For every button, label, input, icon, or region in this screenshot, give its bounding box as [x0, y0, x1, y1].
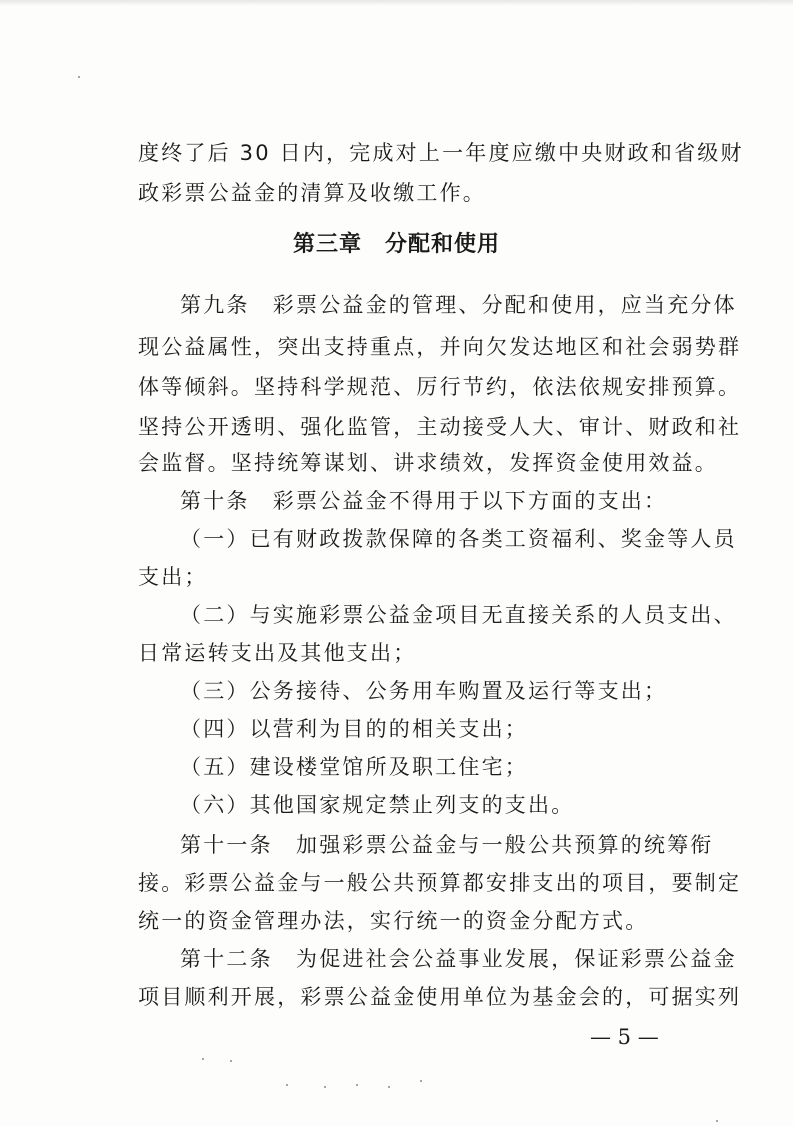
- article-10-item: （六）其他国家规定禁止列支的支出。: [180, 793, 575, 817]
- article-10-item: （四）以营利为目的的相关支出；: [180, 717, 528, 741]
- text-line: 政彩票公益金的清算及收缴工作。: [138, 181, 486, 205]
- article-11-line: 统一的资金管理办法，实行统一的资金分配方式。: [138, 909, 649, 933]
- article-12-line: 第十二条 为促进社会公益事业发展，保证彩票公益金: [180, 947, 737, 971]
- article-10-line: 第十条 彩票公益金不得用于以下方面的支出：: [180, 489, 668, 513]
- article-10-item-cont: 支出；: [138, 565, 208, 589]
- chapter-title: 第三章 分配和使用: [292, 232, 500, 257]
- article-10-item: （五）建设楼堂馆所及职工住宅；: [180, 755, 528, 779]
- article-10-item-cont: 日常运转支出及其他支出；: [138, 641, 417, 665]
- article-11-line: 接。彩票公益金与一般公共预算都安排支出的项目，要制定: [138, 871, 742, 895]
- page-number: — 5 —: [590, 1025, 659, 1049]
- article-10-item: （三）公务接待、公务用车购置及运行等支出；: [180, 679, 668, 703]
- scan-edge-strip: [0, 0, 793, 6]
- article-9-line: 第九条 彩票公益金的管理、分配和使用，应当充分体: [180, 293, 737, 317]
- scan-speck: [78, 76, 80, 78]
- scan-speck: [420, 1080, 422, 1082]
- scan-speck: [286, 1084, 288, 1086]
- scan-speck: [202, 1058, 204, 1060]
- scan-speck: [230, 1060, 232, 1062]
- article-9-line: 体等倾斜。坚持科学规范、厉行节约，依法依规安排预算。: [138, 375, 742, 399]
- text-line: 度终了后 30 日内，完成对上一年度应缴中央财政和省级财: [138, 141, 744, 165]
- scan-speck: [324, 1086, 326, 1088]
- article-11-line: 第十一条 加强彩票公益金与一般公共预算的统筹衔: [180, 833, 714, 857]
- article-10-item: （二）与实施彩票公益金项目无直接关系的人员支出、: [180, 603, 737, 627]
- article-10-item: （一）已有财政拨款保障的各类工资福利、奖金等人员: [180, 527, 737, 551]
- scan-speck: [388, 1086, 390, 1088]
- article-9-line: 现公益属性，突出支持重点，并向欠发达地区和社会弱势群: [138, 335, 742, 359]
- article-9-line: 坚持公开透明、强化监管，主动接受人大、审计、财政和社: [138, 415, 742, 439]
- scan-speck: [716, 1120, 718, 1122]
- article-12-line: 项目顺利开展，彩票公益金使用单位为基金会的，可据实列: [138, 985, 742, 1009]
- scan-speck: [356, 1084, 358, 1086]
- article-9-line: 会监督。坚持统筹谋划、讲求绩效，发挥资金使用效益。: [138, 451, 718, 475]
